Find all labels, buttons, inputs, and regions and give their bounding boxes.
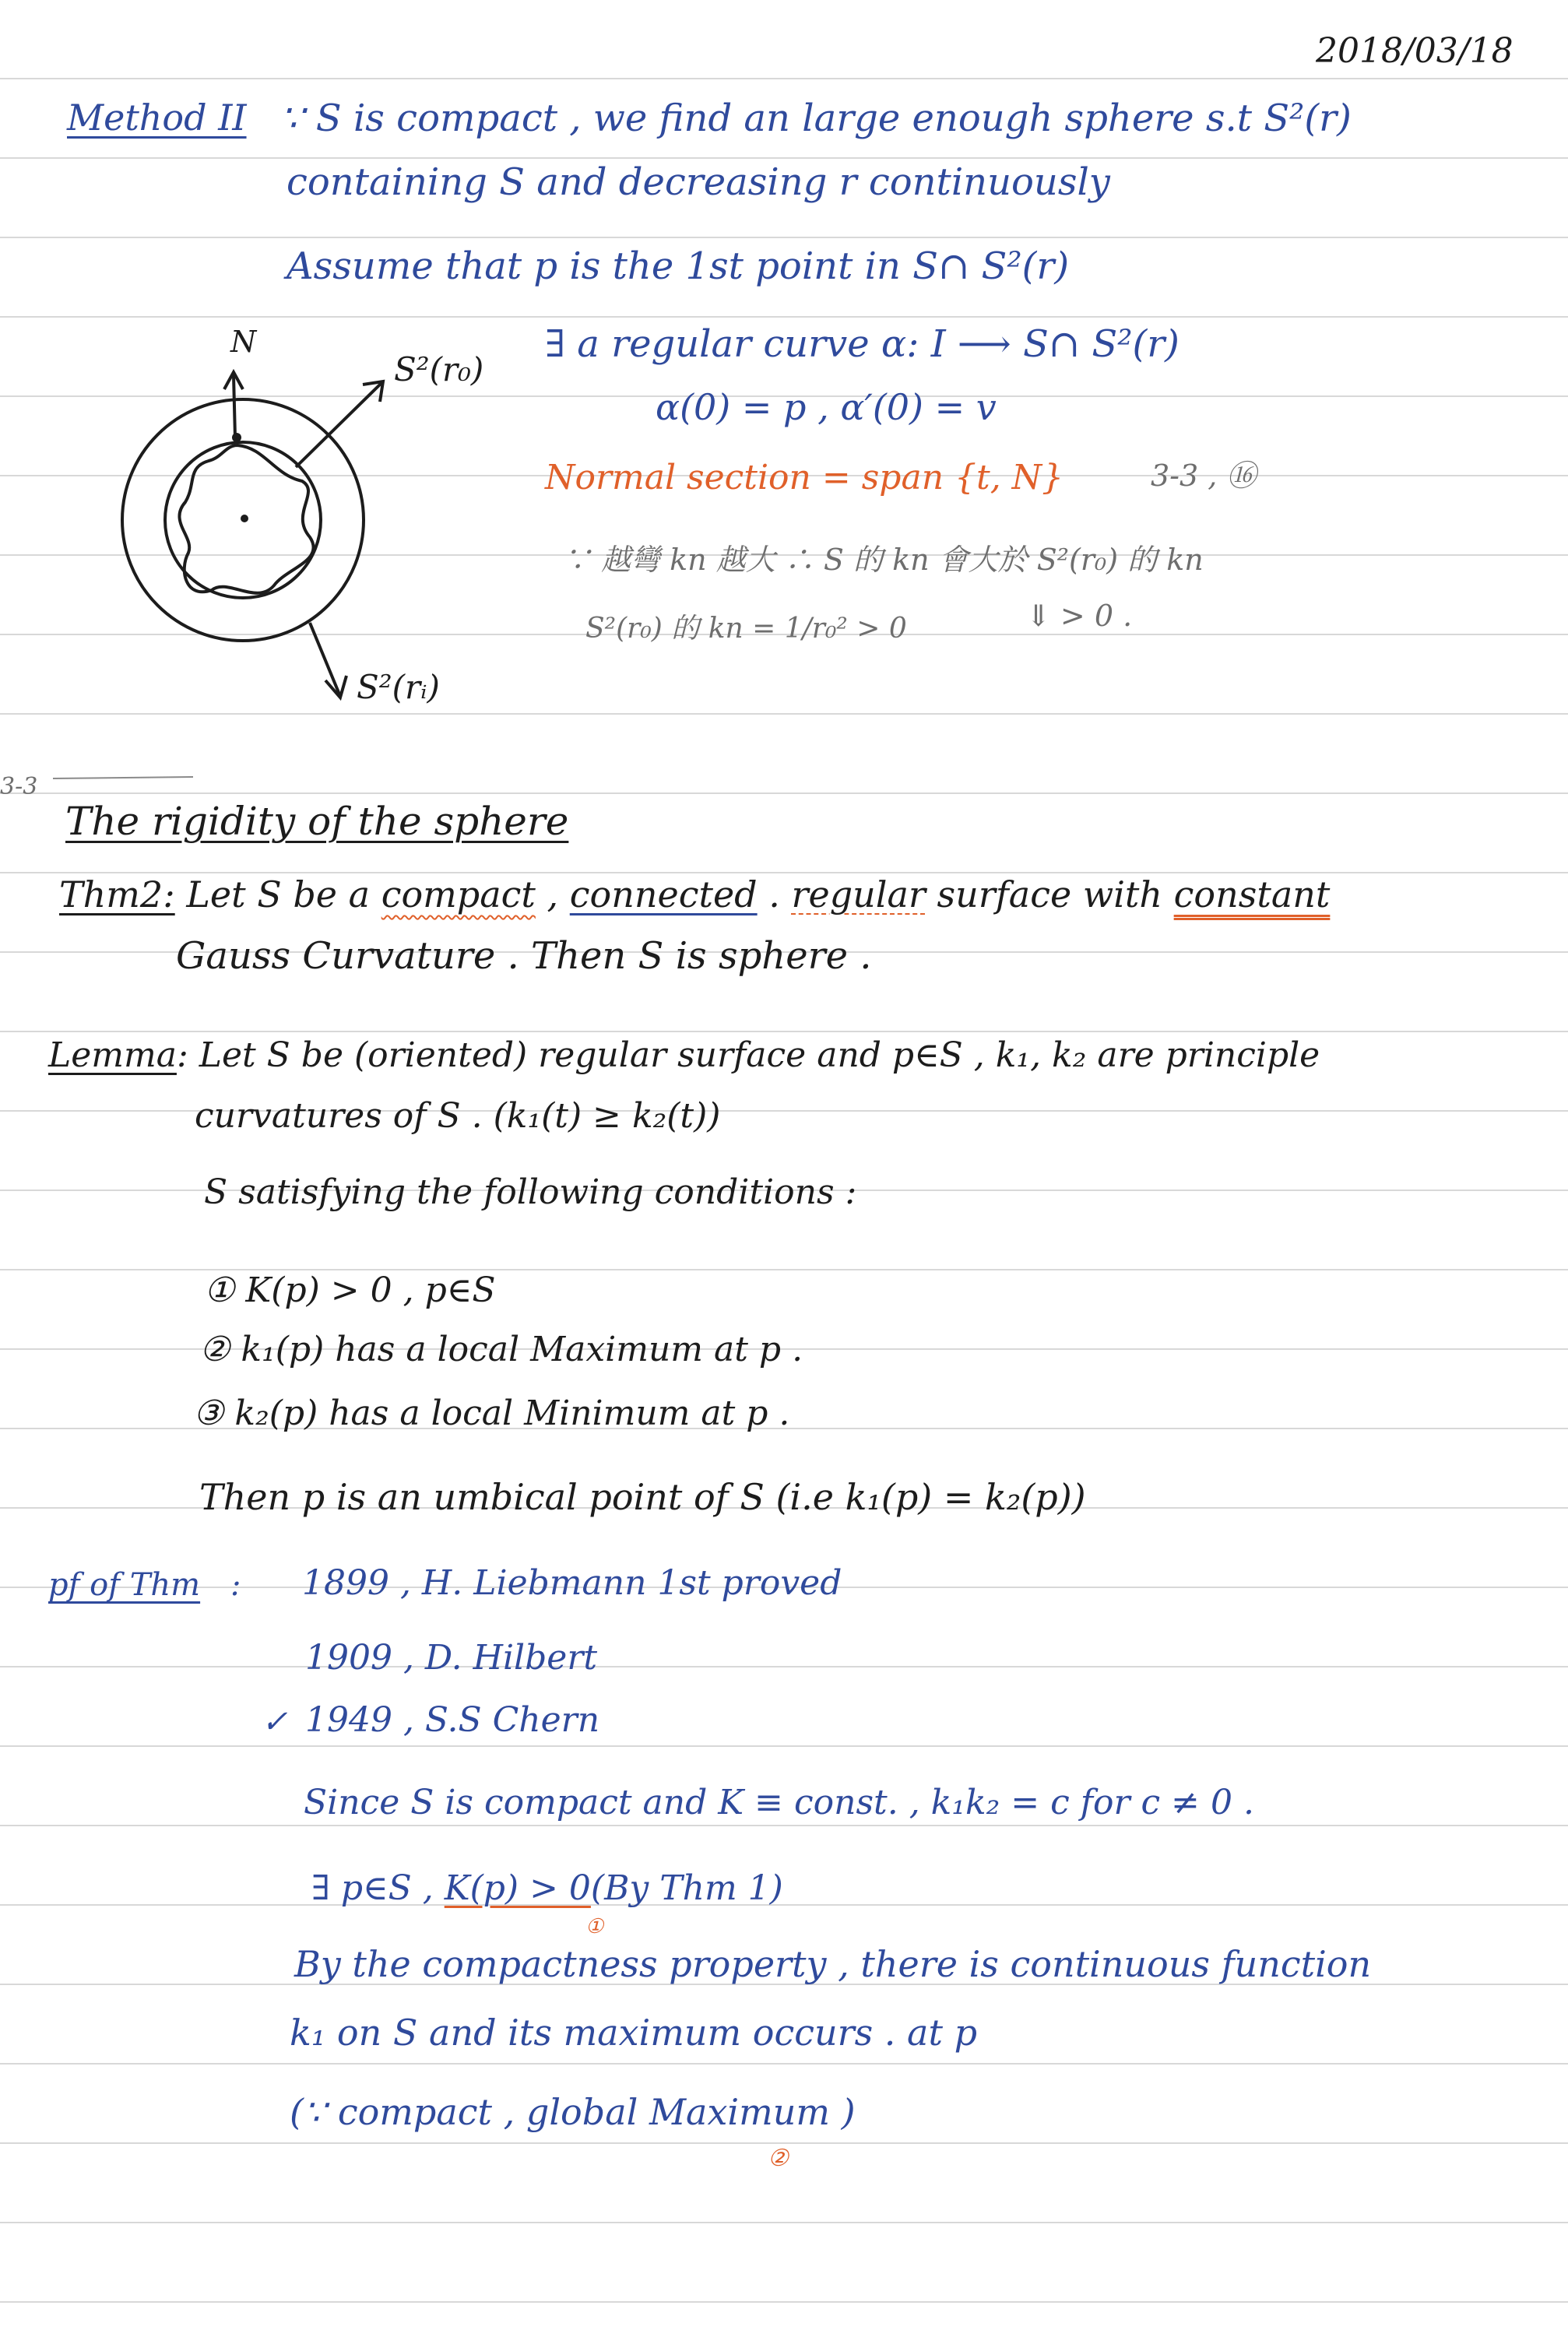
point-p	[232, 433, 241, 442]
normal-section: Normal section = span {t, N}	[545, 458, 1064, 497]
center-point	[241, 515, 248, 522]
check-mark: ✓	[262, 1704, 288, 1740]
method-label: Method II	[67, 97, 247, 139]
chinese-arrow-note: ⇓ > 0 .	[1026, 599, 1133, 633]
word-regular: regular	[791, 873, 926, 915]
lemma-condition-1: ① K(p) > 0 , p∈S	[204, 1270, 496, 1310]
proof-line-5: (∵ compact , global Maximum )	[290, 2091, 856, 2133]
lemma-condition-2: ② k₁(p) has a local Maximum at p .	[199, 1330, 803, 1369]
method-line-3: Assume that p is the 1st point in S∩ S²(r)	[287, 244, 1070, 288]
word-constant: constant	[1173, 873, 1331, 915]
method-line-2: containing S and decreasing r continuously	[287, 160, 1110, 204]
lemma-then: Then p is an umbical point of S (i.e k₁(p) = k₂(p))	[199, 1476, 1086, 1518]
outer-arrow	[296, 383, 381, 467]
proof-line-1: Since S is compact and K ≡ const. , k₁k₂ = c for c ≠ 0 .	[304, 1783, 1254, 1822]
word-connected: connected	[569, 873, 758, 915]
inner-arrow	[310, 623, 339, 694]
theorem-label: Thm2:	[59, 873, 175, 915]
history-1909: 1909 , D. Hilbert	[305, 1638, 598, 1678]
annotation-mark-2: ②	[768, 2145, 789, 2172]
margin-label: 3-3	[0, 773, 38, 800]
history-1899: 1899 , H. Liebmann 1st proved	[302, 1563, 842, 1603]
kp-positive: K(p) > 0	[444, 1868, 591, 1908]
method-line-4: ∃ a regular curve α: I ⟶ S∩ S²(r)	[545, 322, 1180, 366]
label-n: N	[230, 325, 257, 359]
proof-colon: :	[230, 1567, 241, 1603]
margin-rule	[53, 777, 193, 778]
section-title: The rigidity of the sphere	[65, 799, 569, 844]
date: 2018/03/18	[1316, 31, 1514, 71]
proof-line-4: k₁ on S and its maximum occurs . at p	[290, 2012, 978, 2054]
chinese-note-1: ∵ 越彎 kn 越大 ∴ S 的 kn 會大於 S²(r₀) 的 kn	[562, 543, 1204, 577]
normal-arrow	[234, 375, 235, 438]
theorem-line-2: Gauss Curvature . Then S is sphere .	[176, 934, 872, 978]
word-compact: compact	[381, 873, 536, 915]
label-inner-sphere: S²(rᵢ)	[357, 668, 440, 706]
method-line-5: α(0) = p , α′(0) = v	[656, 386, 997, 428]
chinese-note-2: S²(r₀) 的 kn = 1/r₀² > 0	[585, 613, 907, 645]
lemma-condition-3: ③ k₂(p) has a local Minimum at p .	[193, 1393, 790, 1433]
lemma-label: Lemma	[48, 1035, 177, 1075]
proof-line-3: By the compactness property , there is continuous function	[294, 1943, 1372, 1985]
lemma-line-1: Lemma: Let S be (oriented) regular surface and p∈S , k₁, k₂ are principle	[48, 1035, 1320, 1075]
method-line-1: ∵ S is compact , we find an large enough sphere s.t S²(r)	[280, 97, 1352, 140]
annotation-mark-1: ①	[585, 1915, 604, 1938]
proof-label: pf of Thm	[48, 1567, 201, 1603]
lemma-line-2: curvatures of S . (k₁(t) ≥ k₂(t))	[195, 1096, 721, 1136]
history-1949: 1949 , S.S Chern	[305, 1700, 600, 1740]
theorem-line-1: Thm2: Let S be a compact , connected . regular surface with constant	[59, 873, 1331, 915]
reference-note: 3-3 , ⑯	[1151, 459, 1257, 493]
proof-line-2: ∃ p∈S , K(p) > 0(By Thm 1)	[311, 1868, 783, 1908]
lemma-line-3: S satisfying the following conditions :	[204, 1172, 857, 1212]
label-outer-sphere: S²(r₀)	[394, 350, 484, 388]
